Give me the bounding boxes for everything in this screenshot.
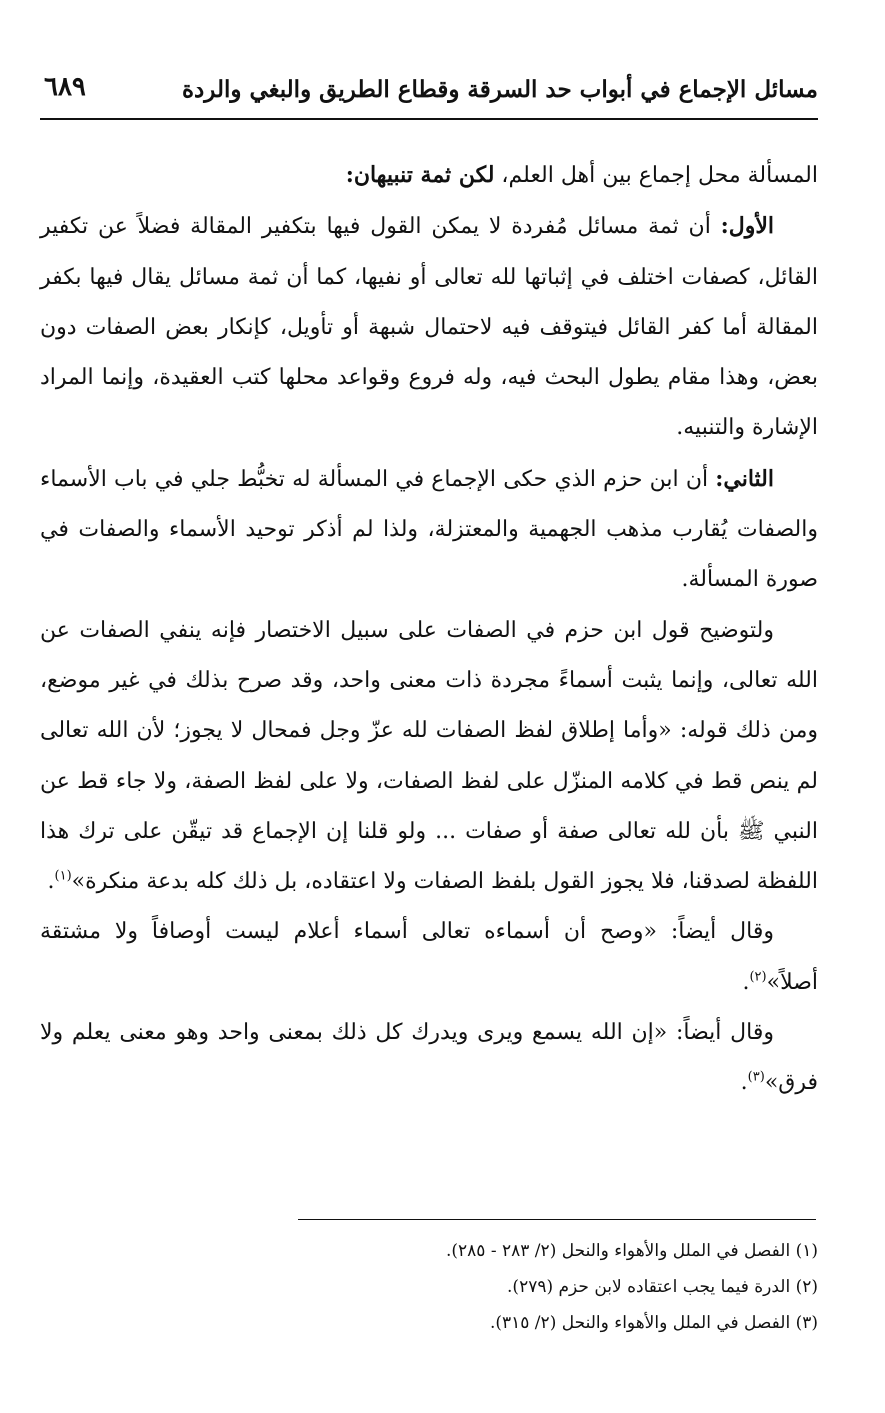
main-text: [40, 150, 818, 1109]
book-page: [40, 70, 818, 1400]
paragraph-quote-one: ولتوضيح قول ابن حزم في الصفات على سبيل الاختصار فإنه ينفي الصفات عن الله تعالى، وإنما يثبت أسماءً مجردة ذات معنى واحد، وقد صرح بذلك في غير موضع، ومن ذلك قوله: «وأما إطلاق لفظ الصفات لله عزّ وجل فمحال لا يجوز؛ لأن الله تعالى لم ينص قط في كلامه المنزّل على لفظ الصفات، ولا على لفظ الصفة، ولا جاء قط عن النبي ﷺ بأن لله تعالى صفة أو صفات ... ولو قلنا إن الإجماع قد تيقّن على ترك هذا اللفظة لصدقنا، فلا يجوز القول بلفظ الصفات ولا اعتقاده، بل ذلك كله بدعة منكرة»$^{(١)}$.: [40, 617, 818, 895]
second-note-heading: الثاني:: [715, 465, 774, 492]
footnotes: [446, 1233, 818, 1341]
paragraph-quote-two: وقال أيضاً: «وصح أن أسماءه تعالى أسماء أعلام ليست أوصافاً ولا مشتقة أصلاً»$^{(٢)}$.: [40, 919, 818, 995]
footnote-2: (٢) الدرة فيما يجب اعتقاده لابن حزم (٢٧٩).: [507, 1277, 818, 1297]
paragraph-second-note: الثاني: أن ابن حزم الذي حكى الإجماع في المسألة له تخبُّط جلي في باب الأسماء والصفات يُقارب مذهب الجهمية والمعتزلة، ولذا لم أذكر توحيد الأسماء والصفات في صورة المسألة.: [40, 465, 818, 593]
footnote-ref-3: (٣): [747, 1070, 765, 1086]
footnote-ref-2: (٢): [749, 969, 767, 985]
paragraph-first-note: الأول: أن ثمة مسائل مُفردة لا يمكن القول فيها بتكفير المقالة فضلاً عن تكفير القائل، كصفات اختلف في إثباتها لله تعالى أو نفيها، كما أن ثمة مسائل يقال فيها بكفر المقالة أما كفر القائل فيتوقف فيه لاحتمال شبهة أو تأويل، كإنكار بعض الصفات دون بعض، وهذا مقام يطول البحث فيه، وله فروع وقواعد محلها كتب العقيدة، وإنما المراد الإشارة والتنبيه.: [40, 213, 818, 441]
footnote-rule: [298, 1219, 816, 1220]
paragraph-quote-three: وقال أيضاً: «إن الله يسمع ويرى ويدرك كل ذلك بمعنى واحد وهو معنى يعلم ولا فرق»$^{(٣)}$.: [40, 1020, 818, 1096]
header-rule: [40, 118, 818, 120]
footnote-1: (١) الفصل في الملل والأهواء والنحل (٢/ ٢٨٣ - ٢٨٥).: [445, 1241, 818, 1261]
footnote-ref-1: (١): [54, 868, 72, 884]
page-number: ٦٨٩: [44, 72, 86, 102]
first-note-heading: الأول:: [720, 213, 774, 240]
page-header: [40, 70, 818, 118]
paragraph-intro: المسألة محل إجماع بين أهل العلم، لكن ثمة تنبيهان:: [345, 162, 818, 188]
running-title: مسائل الإجماع في أبواب حد السرقة وقطاع الطريق والبغي والردة: [181, 76, 818, 103]
footnote-3: (٣) الفصل في الملل والأهواء والنحل (٢/ ٣١٥).: [489, 1313, 818, 1333]
